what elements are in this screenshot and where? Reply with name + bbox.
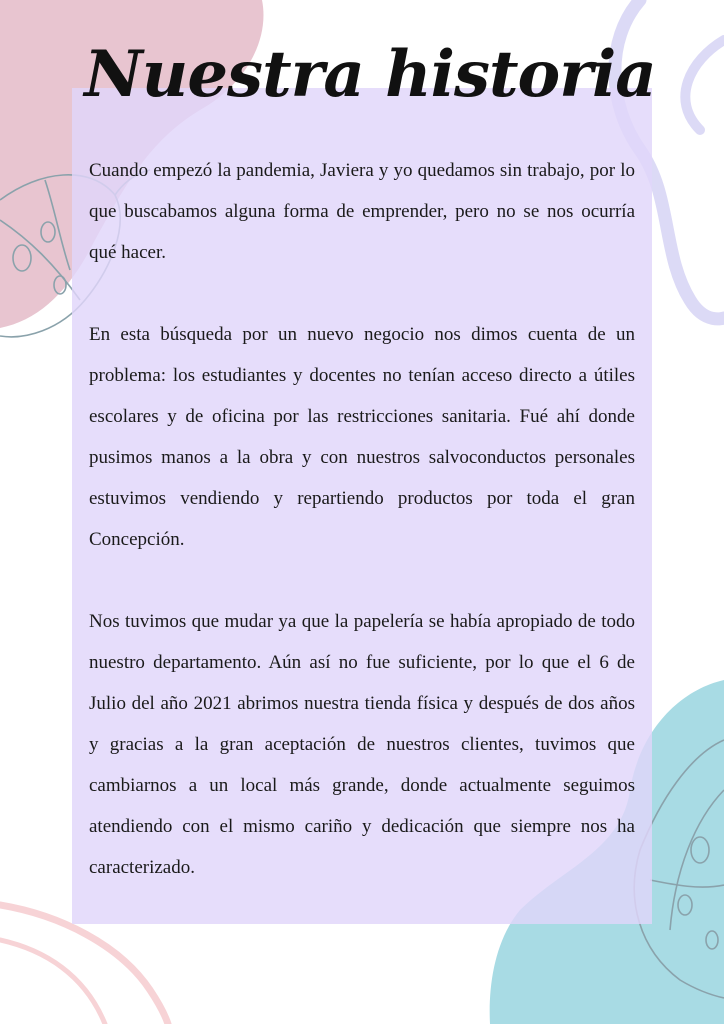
paragraph-1: Cuando empezó la pandemia, Javiera y yo quedamos sin trabajo, por lo que buscabamos alguna forma de emprender, pero no se nos ocurría qué hacer.	[89, 160, 635, 263]
pink-swirl-lower	[0, 940, 105, 1024]
paragraph-2: En esta búsqueda por un nuevo negocio nos dimos cuenta de un problema: los estudiantes y docentes no tenían acceso directo a útiles escolares y de oficina por las restricciones sanitaria. Fué ahí donde pusimos manos a la obra y con nuestros salvoconductos personales estuvimos vendiendo y repartiendo productos por toda el gran Concepción.	[89, 324, 635, 550]
paragraph-3: Nos tuvimos que mudar ya que la papelería se había apropiado de todo nuestro departamento. Aún así no fue suficiente, por lo que el 6 de Julio del año 2021 abrimos nuestra tienda física y después de dos años y gracias a la gran aceptación de nuestros clientes, tuvimos que cambiarnos a un local más grande, donde actualmente seguimos atendiendo con el mismo cariño y dedicación que siempre nos ha caracterizado.	[89, 611, 635, 878]
page-title: Nuestra historia	[84, 37, 656, 112]
story-body	[89, 150, 635, 888]
